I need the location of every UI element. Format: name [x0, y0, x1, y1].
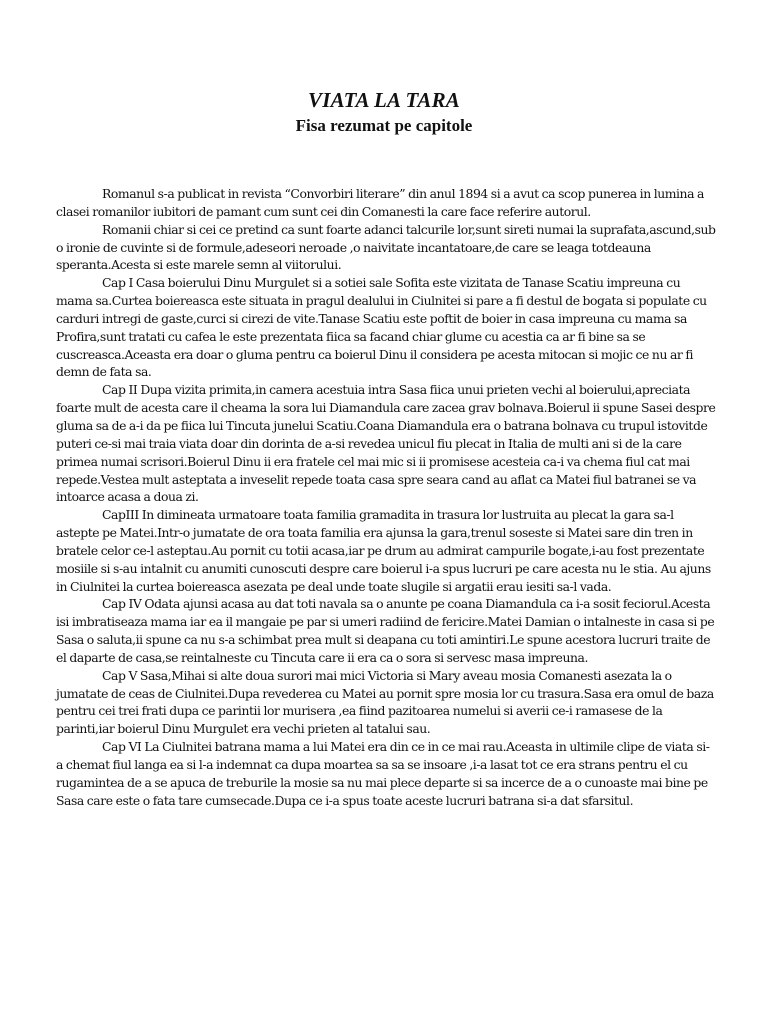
- paragraph-romanii: Romanii chiar si cei ce pretind ca sunt foarte adanci talcurile lor,sunt sireti numai la suprafata,ascund,sub o ironie de cuvinte si de formule,adeseori neroade ,o naivitate incantatoare,de care se leaga totdeauna speranta.Acesta si este marele semn al viitorului.: [56, 221, 716, 273]
- paragraph-cap-3: CapIII In dimineata urmatoare toata familia gramadita in trasura lor lustruita au plecat la gara sa-l astepte pe Matei.Intr-o jumatate de ora toata familia era ajunsa la gara,trenul soseste si Matei sare din tren in bratele celor ce-l asteptau.Au pornit cu totii acasa,iar pe drum au admirat campurile bogate,i-au fost prezentate mosiile si s-au intalnit cu anumiti cunoscuti despre care boierul i-a spus lucruri pe care acesta nu le stia. Au ajuns in Ciulnitei la curtea boiereasca asezata pe deal unde toate slugile si argatii erau iesiti sa-l vada.: [56, 507, 711, 594]
- paragraph-cap-6: Cap VI La Ciulnitei batrana mama a lui Matei era din ce in ce mai rau.Aceasta in ultimile clipe de viata si-a chemat fiul langa ea si l-a indemnat ca dupa moartea sa sa se insoare ,i-a lasat tot ce era strans pentru el cu rugamintea de a se apuca de treburile la mosie sa nu mai plece departe si sa incerce de a o cunoaste mai bine pe Sasa care este o fata tare cumsecade.Dupa ce i-a spus toate aceste lucruri batrana si-a dat sfarsitul.: [56, 739, 710, 808]
- document-body: [56, 185, 716, 810]
- page-title: VIATA LA TARA: [307, 88, 460, 112]
- paragraph-cap-4: Cap IV Odata ajunsi acasa au dat toti navala sa o anunte pe coana Diamandula ca i-a sosit feciorul.Acesta isi imbratiseaza mama iar ea il mangaie pe par si umeri radiind de fericire.Matei Damian o intalneste in casa si pe Sasa o saluta,ii spune ca nu s-a schimbat prea mult si deapana cu toti amintiri.Le spune acestora lucruri traite de el daparte de casa,se reintalneste cu Tincuta care ii era ca o sora si servesc masa impreuna.: [56, 596, 715, 665]
- paragraph-cap-1: Cap I Casa boierului Dinu Murgulet si a sotiei sale Sofita este vizitata de Tanase Scatiu impreuna cu mama sa.Curtea boiereasca este situata in pragul dealului in Ciulnitei si pare a fi destul de bogata si populate cu carduri intregi de gaste,curci si cirezi de vite.Tanase Scatiu este poftit de boier in casa impreuna cu mama sa Profira,sunt tratati cu cafea le este prezentata fiica sa facand chiar glume cu acestia ca ar fi bine sa se cuscreasca.Aceasta era doar o gluma pentru ca boierul Dinu il considera pe acesta mitocan si mojic ce nu ar fi demn de fata sa.: [56, 275, 707, 380]
- paragraph-cap-2: Cap II Dupa vizita primita,in camera acestuia intra Sasa fiica unui prieten vechi al boierului,apreciata foarte mult de acesta care il cheama la sora lui Diamandula care zacea grav bolnava.Boierul ii spune Sasei despre gluma sa de a-i da pe fiica lui Tincuta junelui Scatiu.Coana Diamandula era o batrana bolnava cu trupul istovitde puteri ce-si mai traia viata doar din dorinta de a-si revedea unicul fiu plecat in Italia de multi ani si de la care primea numai scrisori.Boierul Dinu ii era fratele cel mai mic si ii promisese acesteia ca-i va chema fiul cat mai repede.Vestea mult asteptata a inveselit repede toata casa spre seara cand au aflat ca Matei fiul batranei se va intoarce acasa a doua zi.: [56, 382, 716, 505]
- paragraph-intro: Romanul s-a publicat in revista “Convorbiri literare” din anul 1894 si a avut ca scop punerea in lumina a clasei romanilor iubitori de pamant cum sunt cei din Comanesti la care face referire autorul.: [56, 186, 704, 219]
- paragraph-cap-5: Cap V Sasa,Mihai si alte doua surori mai mici Victoria si Mary aveau mosia Comanesti asezata la o jumatate de ceas de Ciulnitei.Dupa revederea cu Matei au pornit spre mosia lor cu trasura.Sasa era omul de baza pentru cei trei frati dupa ce parintii lor murisera ,ea fiind pazitoarea numelui si averii ce-i ramasese de la parinti,iar boierul Dinu Murgulet era vechi prieten al tatalui sau.: [56, 667, 714, 737]
- page-subtitle: Fisa rezumat pe capitole: [295, 116, 473, 135]
